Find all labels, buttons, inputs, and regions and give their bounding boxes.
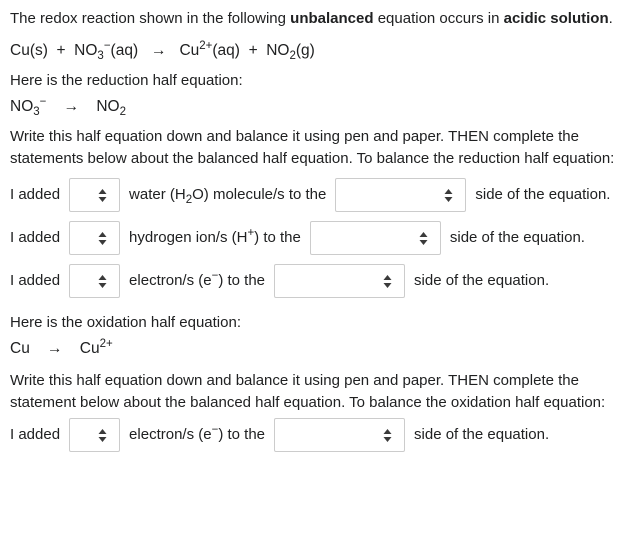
updown-arrows-icon <box>383 429 392 442</box>
updown-arrows-icon <box>444 189 453 202</box>
oxidation-electron-count-select[interactable] <box>69 418 120 452</box>
i-added-label: I added <box>10 229 61 246</box>
electron-statement-label: electron/s (e−) to the <box>129 270 266 289</box>
overall-equation: $Cu(s) + NO_3^-(aq) \to Cu^{2+}(aq) + NO_2(g)$ <box>10 40 315 62</box>
oxidation-electron-side-select[interactable] <box>274 418 405 452</box>
reduction-statements <box>10 178 615 298</box>
updown-arrows-icon <box>98 189 107 202</box>
reduction-half-equation: $NO_3^-$ → $NO_2$ <box>10 96 126 118</box>
updown-arrows-icon <box>419 232 428 245</box>
oxidation-heading: Here is the oxidation half equation: <box>10 314 241 331</box>
hydrogen-count-select[interactable] <box>69 221 120 255</box>
side-of-equation-label: side of the equation. <box>414 272 550 289</box>
i-added-label: I added <box>10 426 61 443</box>
oxidation-statements <box>10 418 615 452</box>
oxidation-instructions: Write this half equation down and balance it using pen and paper. THEN complete the statement below about the balanced half equation. To balance the oxidation half equation: <box>10 372 606 411</box>
water-side-select[interactable] <box>335 178 466 212</box>
side-of-equation-label: side of the equation. <box>449 229 585 246</box>
updown-arrows-icon <box>98 275 107 288</box>
oxidation-electron-statement-row <box>10 418 615 452</box>
intro-text: The redox reaction shown in the following unbalanced equation occurs in acidic solution. <box>10 10 613 27</box>
i-added-label: I added <box>10 186 61 203</box>
updown-arrows-icon <box>98 232 107 245</box>
side-of-equation-label: side of the equation. <box>475 186 611 203</box>
oxidation-electron-statement-label: electron/s (e−) to the <box>129 424 266 443</box>
electron-count-select[interactable] <box>69 264 120 298</box>
side-of-equation-label: side of the equation. <box>414 426 550 443</box>
water-statement-label: water $(H_2O)$ molecule/s to the <box>129 186 327 206</box>
i-added-label: I added <box>10 272 61 289</box>
reduction-heading: Here is the reduction half equation: <box>10 72 243 89</box>
updown-arrows-icon <box>383 275 392 288</box>
reduction-instructions: Write this half equation down and balance it using pen and paper. THEN complete the statements below about the balanced half equation. To balance the reduction half equation: <box>10 128 615 167</box>
updown-arrows-icon <box>98 429 107 442</box>
oxidation-half-equation: Cu → $Cu^{2+}$ <box>10 338 113 357</box>
hydrogen-side-select[interactable] <box>310 221 441 255</box>
hydrogen-statement-label: hydrogen ion/s (H+) to the <box>129 227 301 246</box>
electron-statement-row <box>10 264 615 298</box>
electron-side-select[interactable] <box>274 264 405 298</box>
hydrogen-statement-row <box>10 221 615 255</box>
water-count-select[interactable] <box>69 178 120 212</box>
water-statement-row <box>10 178 615 212</box>
